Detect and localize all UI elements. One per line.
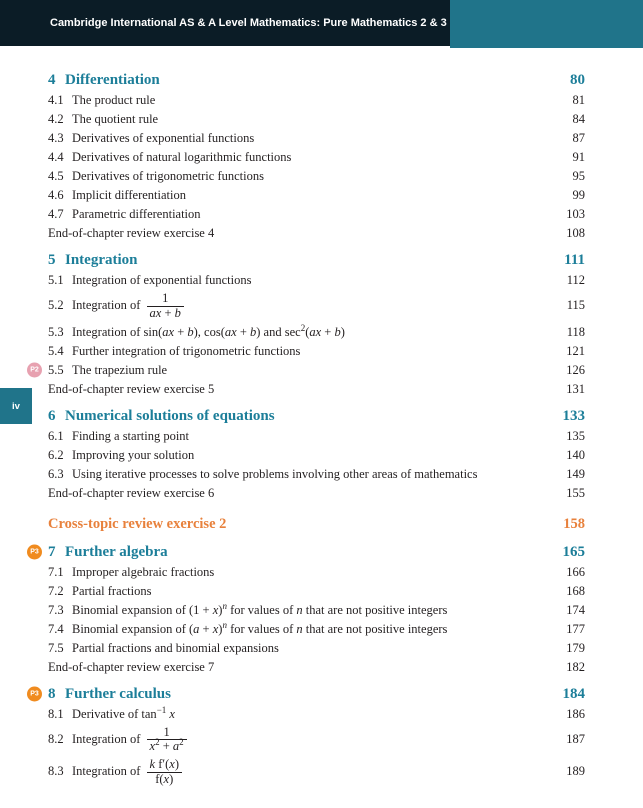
entry-title: Improving your solution <box>72 447 195 462</box>
toc-row-chapter <box>48 406 585 427</box>
entry-page: 80 <box>570 72 585 88</box>
entry-title: Further algebra <box>65 543 168 560</box>
entry-page: 166 <box>566 564 585 579</box>
toc-row-sub <box>48 110 585 129</box>
entry-number: 4.7 <box>48 207 64 221</box>
entry-page: 99 <box>572 188 585 202</box>
entry-number: 4.1 <box>48 93 64 107</box>
fraction: $\frac{1}{x^2 + a^2}$ <box>147 726 187 755</box>
entry-title: Integration of sin(ax + b), cos(ax + b) and $\sec^2(ax + b)$ <box>72 322 345 339</box>
fraction: $\frac{1}{ax + b}$ <box>147 292 184 321</box>
entry-number: 7.4 <box>48 621 64 636</box>
toc-row-review <box>48 658 585 677</box>
entry-title: End-of-chapter review exercise 6 <box>48 485 215 500</box>
entry-title: Derivatives of trigonometric functions <box>72 169 264 183</box>
entry-page: 112 <box>566 273 585 287</box>
entry-page: 91 <box>572 150 585 164</box>
entry-page: 118 <box>566 324 585 339</box>
entry-page: 95 <box>572 169 585 183</box>
toc-row-sub <box>48 724 585 757</box>
entry-title: Numerical solutions of equations <box>65 407 275 424</box>
entry-page: 111 <box>564 252 585 268</box>
entry-page: 165 <box>562 543 585 560</box>
entry-number: 4.2 <box>48 112 64 126</box>
entry-page: 149 <box>566 466 585 481</box>
toc-row-review <box>48 224 585 243</box>
entry-page: 135 <box>566 428 585 443</box>
entry-number: 5.1 <box>48 273 64 287</box>
entry-page: 155 <box>566 485 585 500</box>
entry-title: Partial fractions and binomial expansions <box>72 640 279 655</box>
entry-page: 81 <box>572 93 585 107</box>
entry-title: Further integration of trigonometric functions <box>72 343 301 358</box>
toc-row-sub <box>48 446 585 465</box>
entry-title: The product rule <box>72 93 156 107</box>
toc-row-chapter <box>48 250 585 271</box>
entry-title: Integration <box>65 252 138 268</box>
toc-row-chapter <box>48 70 585 91</box>
entry-page: 131 <box>566 381 585 396</box>
toc-row-sub <box>48 186 585 205</box>
toc-row-sub <box>48 91 585 110</box>
entry-page: 140 <box>566 447 585 462</box>
toc-row-sub <box>48 129 585 148</box>
entry-page: 168 <box>566 583 585 598</box>
entry-title: End-of-chapter review exercise 4 <box>48 226 215 240</box>
entry-number: 7.2 <box>48 583 64 598</box>
entry-title: Binomial expansion of $(1 + x)^n$ for values of n that are not positive integers <box>72 600 448 617</box>
entry-number: 7.5 <box>48 640 64 655</box>
entry-title: Differentiation <box>65 72 160 88</box>
entry-page: 103 <box>566 207 585 221</box>
toc-row-cross <box>48 514 585 535</box>
toc-row-review <box>48 484 585 503</box>
entry-number: 8.2 <box>48 731 64 746</box>
entry-number: 5.2 <box>48 298 64 313</box>
entry-page: 184 <box>562 685 585 702</box>
entry-title: Derivatives of natural logarithmic functions <box>72 150 292 164</box>
entry-title: Improper algebraic fractions <box>72 564 215 579</box>
toc-row-sub <box>48 639 585 658</box>
entry-page: 133 <box>562 407 585 424</box>
entry-number: 6.3 <box>48 466 64 481</box>
header-bar <box>0 0 450 46</box>
toc-row-sub <box>48 620 585 639</box>
entry-page: 87 <box>572 131 585 145</box>
toc-row-sub <box>48 323 585 342</box>
entry-number: 7 <box>48 543 56 560</box>
entry-number: 7.3 <box>48 602 64 617</box>
entry-number: 4 <box>48 72 56 88</box>
toc-row-chapter <box>30 684 585 705</box>
entry-number: 6.1 <box>48 428 64 443</box>
entry-number: 5.4 <box>48 343 64 358</box>
entry-number: 8.1 <box>48 706 64 721</box>
table-of-contents <box>0 48 643 789</box>
entry-title: End-of-chapter review exercise 5 <box>48 381 215 396</box>
entry-number: 4.3 <box>48 131 64 145</box>
entry-number: 7.1 <box>48 564 64 579</box>
toc-row-sub <box>48 563 585 582</box>
toc-row-review <box>48 380 585 399</box>
entry-page: 84 <box>572 112 585 126</box>
entry-title: Partial fractions <box>72 583 152 598</box>
toc-row-sub <box>48 290 585 323</box>
toc-row-chapter <box>30 542 585 563</box>
entry-title: The trapezium rule <box>72 362 168 377</box>
toc-row-sub <box>48 756 585 789</box>
entry-page: 189 <box>566 764 585 779</box>
entry-page: 186 <box>566 706 585 721</box>
entry-title: Finding a starting point <box>72 428 190 443</box>
toc-row-sub <box>48 601 585 620</box>
entry-title: Integration of exponential functions <box>72 273 252 287</box>
entry-title: Implicit differentiation <box>72 188 186 202</box>
toc-row-sub <box>48 705 585 724</box>
entry-title: Cross-topic review exercise 2 <box>48 515 227 532</box>
entry-title: Derivative of $\tan^{-1} x$ <box>72 704 175 721</box>
toc-row-sub <box>48 582 585 601</box>
entry-page: 174 <box>566 602 585 617</box>
toc-row-sub <box>48 205 585 224</box>
toc-row-sub <box>48 465 585 484</box>
entry-number: 5 <box>48 252 56 268</box>
entry-page: 182 <box>566 659 585 674</box>
fraction: $\frac{\text{k f′(x)}}{f(x)}$ <box>147 758 182 787</box>
entry-number: 5.5 <box>48 362 64 377</box>
syllabus-badge-p3: P3 <box>27 687 42 702</box>
syllabus-badge-p2: P2 <box>27 363 42 378</box>
entry-number: 4.4 <box>48 150 64 164</box>
toc-row-sub <box>48 342 585 361</box>
toc-row-sub <box>48 148 585 167</box>
entry-page: 158 <box>563 515 585 532</box>
entry-page: 108 <box>566 226 585 240</box>
entry-number: 8.3 <box>48 764 64 779</box>
entry-number: 8 <box>48 685 56 702</box>
entry-page: 126 <box>566 362 585 377</box>
entry-title: Integration of $\frac{\text{k f′(x)}}{f(x)}$ <box>72 756 553 789</box>
entry-title: Binomial expansion of $(a + x)^n$ for values of n that are not positive integers <box>72 619 448 636</box>
entry-number: 6 <box>48 407 56 424</box>
entry-number: 6.2 <box>48 447 64 462</box>
header-teal-block <box>450 0 643 48</box>
entry-number: 4.5 <box>48 169 64 183</box>
entry-title: Integration of $\frac{1}{ax + b}$ <box>72 290 553 323</box>
entry-title: Derivatives of exponential functions <box>72 131 255 145</box>
entry-title: Integration of $\frac{1}{x^2 + a^2}$ <box>72 724 553 757</box>
syllabus-badge-p3: P3 <box>27 545 42 560</box>
toc-row-sub <box>48 167 585 186</box>
toc-row-sub <box>48 427 585 446</box>
toc-row-sub <box>48 271 585 290</box>
entry-title: End-of-chapter review exercise 7 <box>48 659 215 674</box>
toc-row-sub <box>30 361 585 380</box>
book-title: Cambridge International AS & A Level Mathematics: Pure Mathematics 2 & 3 <box>50 17 447 29</box>
entry-page: 179 <box>566 640 585 655</box>
entry-number: 4.6 <box>48 188 64 202</box>
entry-number: 5.3 <box>48 324 64 339</box>
entry-page: 177 <box>566 621 585 636</box>
page-number-tab: iv <box>0 388 32 424</box>
entry-page: 115 <box>566 298 585 313</box>
entry-page: 187 <box>566 731 585 746</box>
entry-title: Using iterative processes to solve problems involving other areas of mathematics <box>72 466 478 481</box>
entry-title: Further calculus <box>65 685 171 702</box>
entry-title: The quotient rule <box>72 112 159 126</box>
entry-title: Parametric differentiation <box>72 207 201 221</box>
entry-page: 121 <box>566 343 585 358</box>
